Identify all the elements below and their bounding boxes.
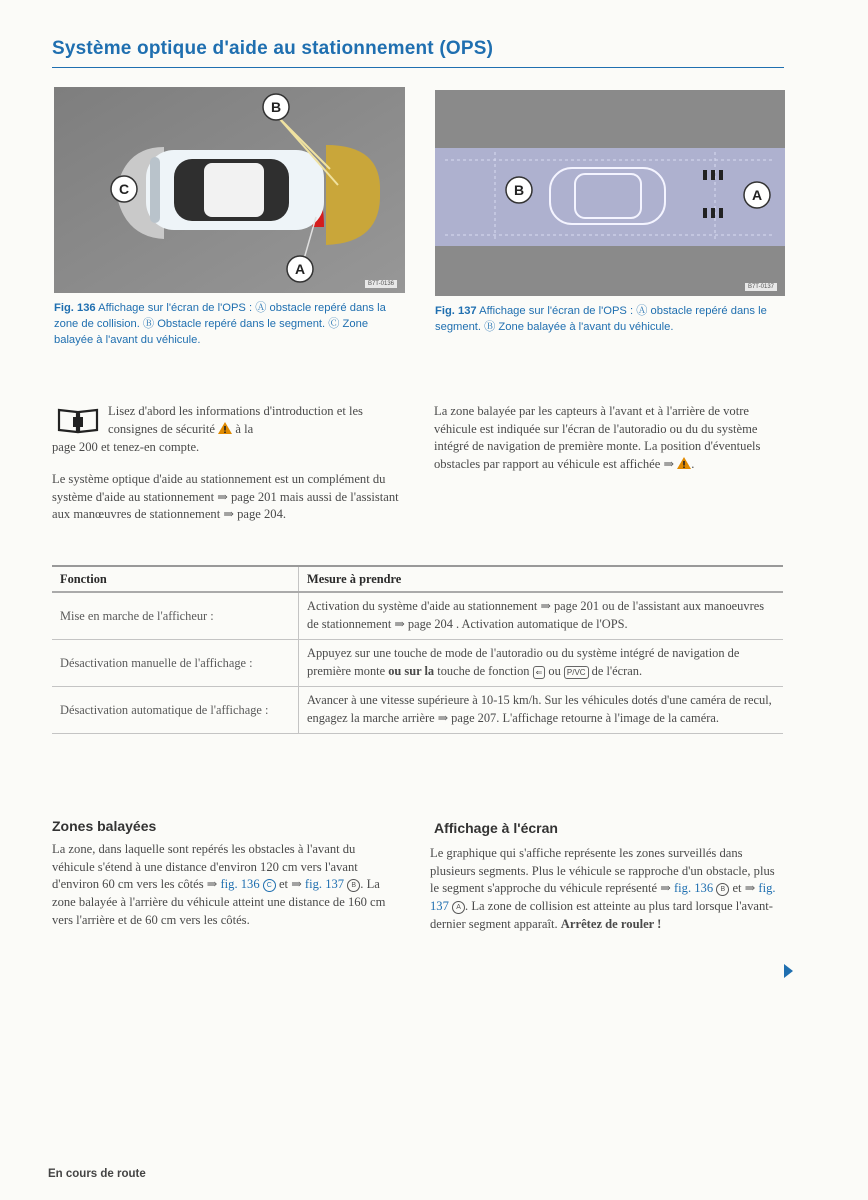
car-icon [146,150,324,230]
fig137-link[interactable]: fig. 137 [304,877,345,892]
label-b-icon: B [716,883,729,896]
figure-136-illustration [54,87,405,293]
table-row [52,687,783,734]
warning-icon [677,457,691,469]
figure-137 [435,90,785,296]
svg-text:B: B [270,99,282,115]
zones-text: et ⇒ [278,877,302,892]
table-cell-fonction: Désactivation manuelle de l'affichage : [52,640,299,687]
stop-warning: Arrêtez de rouler ! [560,916,662,931]
intro-paragraph-2: Le système optique d'aide au stationnement est un complément du système d'aide au stationnement ⇒ page 201 mais aussi de l'assistant aux manœuvres de stationnement ⇒ page 204. [52,472,399,522]
intro-paragraph-1-end: page 200 et tenez-en compte. [52,440,200,454]
table-cell-mesure: Activation du système d'aide au stationnement ⇒ page 201 ou de l'assistant aux manoeuvres de stationnement ⇒ page 204 . Activation automatique de l'OPS. [299,592,784,640]
figure-136 [54,87,405,293]
mesure-text: ou [548,664,561,678]
affichage-text: et ⇒ [732,881,756,896]
caption-text: Affichage sur l'écran de l'OPS : Ⓐ obstacle repéré dans le segment. Ⓑ Zone balayée à l'avant du véhicule. [435,305,767,333]
table-header-row [52,566,783,592]
caption-text: Affichage sur l'écran de l'OPS : Ⓐ obstacle repéré dans la zone de collision. Ⓑ Obstacle repéré dans le segment. Ⓒ Zone balayée à l'avant du véhicule. [54,302,386,346]
caption-fig137 [435,303,785,335]
next-page-arrow-icon[interactable] [784,964,793,978]
display-panel [435,148,785,246]
caption-fig136 [54,300,404,348]
zones-paragraph [52,841,398,930]
affichage-paragraph [430,845,776,934]
affichage-text: . La zone de collision est atteinte au plus tard lorsque l'avant-dernier segment apparaît. [430,899,773,931]
mesure-text: touche de fonction [437,664,530,678]
label-c-icon [111,176,137,202]
intro-text: Lisez d'abord les informations d'introduction et les consignes de sécurité [108,404,363,436]
label-b-icon [506,177,532,203]
svg-text:A: A [751,187,763,203]
table-cell-fonction: Mise en marche de l'afficheur : [52,592,299,640]
warning-icon [218,422,232,434]
label-b-icon [263,94,289,120]
svg-text:B: B [513,182,525,198]
table-row [52,640,783,687]
svg-text:C: C [118,181,130,197]
figure-code: B7T-0136 [365,280,397,288]
table-header-mesure: Mesure à prendre [299,566,784,592]
pvc-key-icon: P/VC [564,666,589,679]
intro-text: à la [235,421,254,436]
label-b-icon: B [347,879,360,892]
function-table [52,565,783,734]
figure-code: B7T-0137 [745,283,777,291]
table-cell-mesure: Avancer à une vitesse supérieure à 10-15 km/h. Sur les véhicules dotés d'une caméra de recul, engagez la marche arrière ⇒ page 207. L'affichage retourne à l'image de la caméra. [299,687,784,734]
title-rule [52,67,784,68]
back-key-icon: ⇐ [533,666,546,679]
affichage-text: Le graphique qui s'affiche représente les zones surveillés dans plusieurs segments. Plus le véhicule se rapproche d'un obstacle, plus le segment s'approche du véhicule représenté ⇒ [430,846,775,896]
caption-number: Fig. 136 [54,302,96,314]
section-heading-affichage: Affichage à l'écran [434,820,558,836]
mesure-text: Appuyez sur une touche de mode de l'autoradio ou du système intégré de navigation de première monte [307,646,740,678]
label-a-icon [744,182,770,208]
fig136-link[interactable]: fig. 136 [220,877,260,892]
caption-number: Fig. 137 [435,305,477,317]
zones-text: . La zone balayée à l'arrière du véhicule atteint une distance de 160 cm vers l'arrière et de 60 cm vers les côtés. [52,877,386,927]
intro-paragraph-3: La zone balayée par les capteurs à l'avant et à l'arrière de votre véhicule est indiquée sur l'écran de l'autoradio ou du du système intégré de navigation de première monte. La position d'éventuels obstacles par rapport au véhicule est affichée ⇒ . [434,404,761,472]
svg-text:A: A [294,261,306,277]
fig137-link[interactable]: fig. 137 [430,881,776,914]
table-cell-mesure [299,640,784,687]
table-cell-fonction: Désactivation automatique de l'affichage : [52,687,299,734]
section-heading-zones: Zones balayées [52,818,157,834]
figure-137-illustration [435,90,785,296]
mesure-text-bold: ou sur la [388,664,435,678]
table-header-fonction: Fonction [52,566,299,592]
intro-text: La zone balayée par les capteurs à l'avant et à l'arrière de votre véhicule est indiquée sur l'écran de l'autoradio ou du du système intégré de navigation de première monte. La position d'éventuels obstacles par rapport au véhicule est affichée ⇒ [434,404,761,472]
table-row [52,592,783,640]
intro-paragraph-1 [108,403,400,438]
book-icon [57,406,99,434]
label-a-icon [287,256,313,282]
page-title: Système optique d'aide au stationnement (OPS) [52,38,494,59]
zones-text: La zone, dans laquelle sont repérés les obstacles à l'avant du véhicule s'étend à une distance d'environ 120 cm vers l'avant d'environ 60 cm vers les côtés ⇒ [52,842,358,892]
mesure-text: de l'écran. [591,664,643,678]
label-c-icon: C [263,879,276,892]
page-footer: En cours de route [48,1168,146,1180]
label-a-icon: A [452,901,465,914]
fig136-link[interactable]: fig. 136 [673,881,714,896]
